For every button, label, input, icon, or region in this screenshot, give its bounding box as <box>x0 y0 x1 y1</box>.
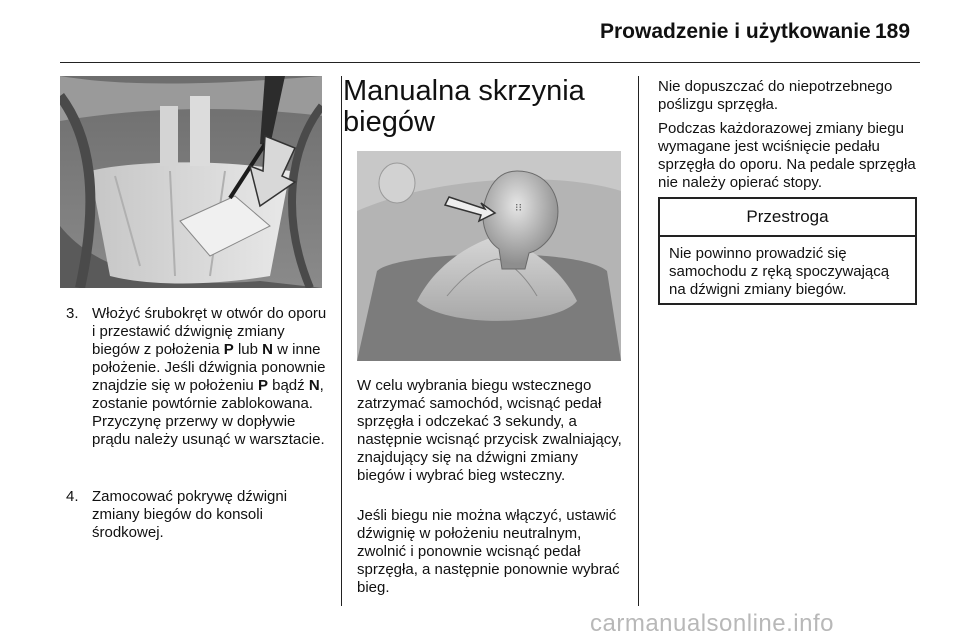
page-header-title: Prowadzenie i użytkowanie <box>600 20 871 43</box>
screwdriver-shift-lever-icon <box>60 76 322 288</box>
paragraph-clutch-pedal: Podczas każdorazowej zmiany biegu wymagane jest wciśnięcie pedału sprzęgła do oporu. Na pedale sprzęgła nie należy opierać stopy. <box>658 120 916 191</box>
column-divider-right <box>638 76 639 606</box>
paragraph-reverse-gear: W celu wybrania biegu wstecznego zatrzymać samochód, wcisnąć pedał sprzęgła i odczekać 3 sekundy, a następnie wcisnąć przycisk zwalniający, znajdujący się na dźwigni zmiany biegów i wybrać bieg wsteczny. <box>357 377 622 484</box>
figure-screwdriver-shift-lever <box>60 76 322 288</box>
svg-text:⁝⁝: ⁝⁝ <box>515 201 522 214</box>
caution-box <box>658 197 917 305</box>
paragraph-clutch-slip: Nie dopuszczać do niepotrzebnego poślizgu sprzęgła. <box>658 78 893 113</box>
figure-gear-knob <box>357 151 621 361</box>
step-number: 4. <box>66 488 79 505</box>
column-divider-left <box>341 76 342 606</box>
section-heading: Manualna skrzynia biegów <box>343 75 585 138</box>
step-text: Zamocować pokrywę dźwigni zmiany biegów do konsoli środkowej. <box>92 488 288 541</box>
caution-title: Przestroga <box>660 199 915 237</box>
caution-text: Nie powinno prowadzić się samochodu z ręką spoczywającą na dźwigni zmiany biegów. <box>669 245 890 298</box>
gear-knob-push-down-icon <box>357 151 621 361</box>
header-divider <box>60 62 920 63</box>
step-text: Włożyć śrubokręt w otwór do oporu i przestawić dźwignię zmiany biegów z położenia P lub N w inne położenie. Jeśli dźwignia ponownie znajdzie się w położeniu P bądź N, zostanie powtórnie zablokowana. Przyczynę przerwy w dopływie prądu należy usunąć w warsztacie. <box>92 305 327 448</box>
watermark: carmanualsonline.info <box>590 610 834 637</box>
step-number: 3. <box>66 305 79 322</box>
paragraph-gear-not-engaging: Jeśli biegu nie można włączyć, ustawić dźwignię w położeniu neutralnym, zwolnić i ponownie wcisnąć pedał sprzęgła, a następnie ponownie wybrać bieg. <box>357 507 620 596</box>
page-number: 189 <box>875 20 911 43</box>
